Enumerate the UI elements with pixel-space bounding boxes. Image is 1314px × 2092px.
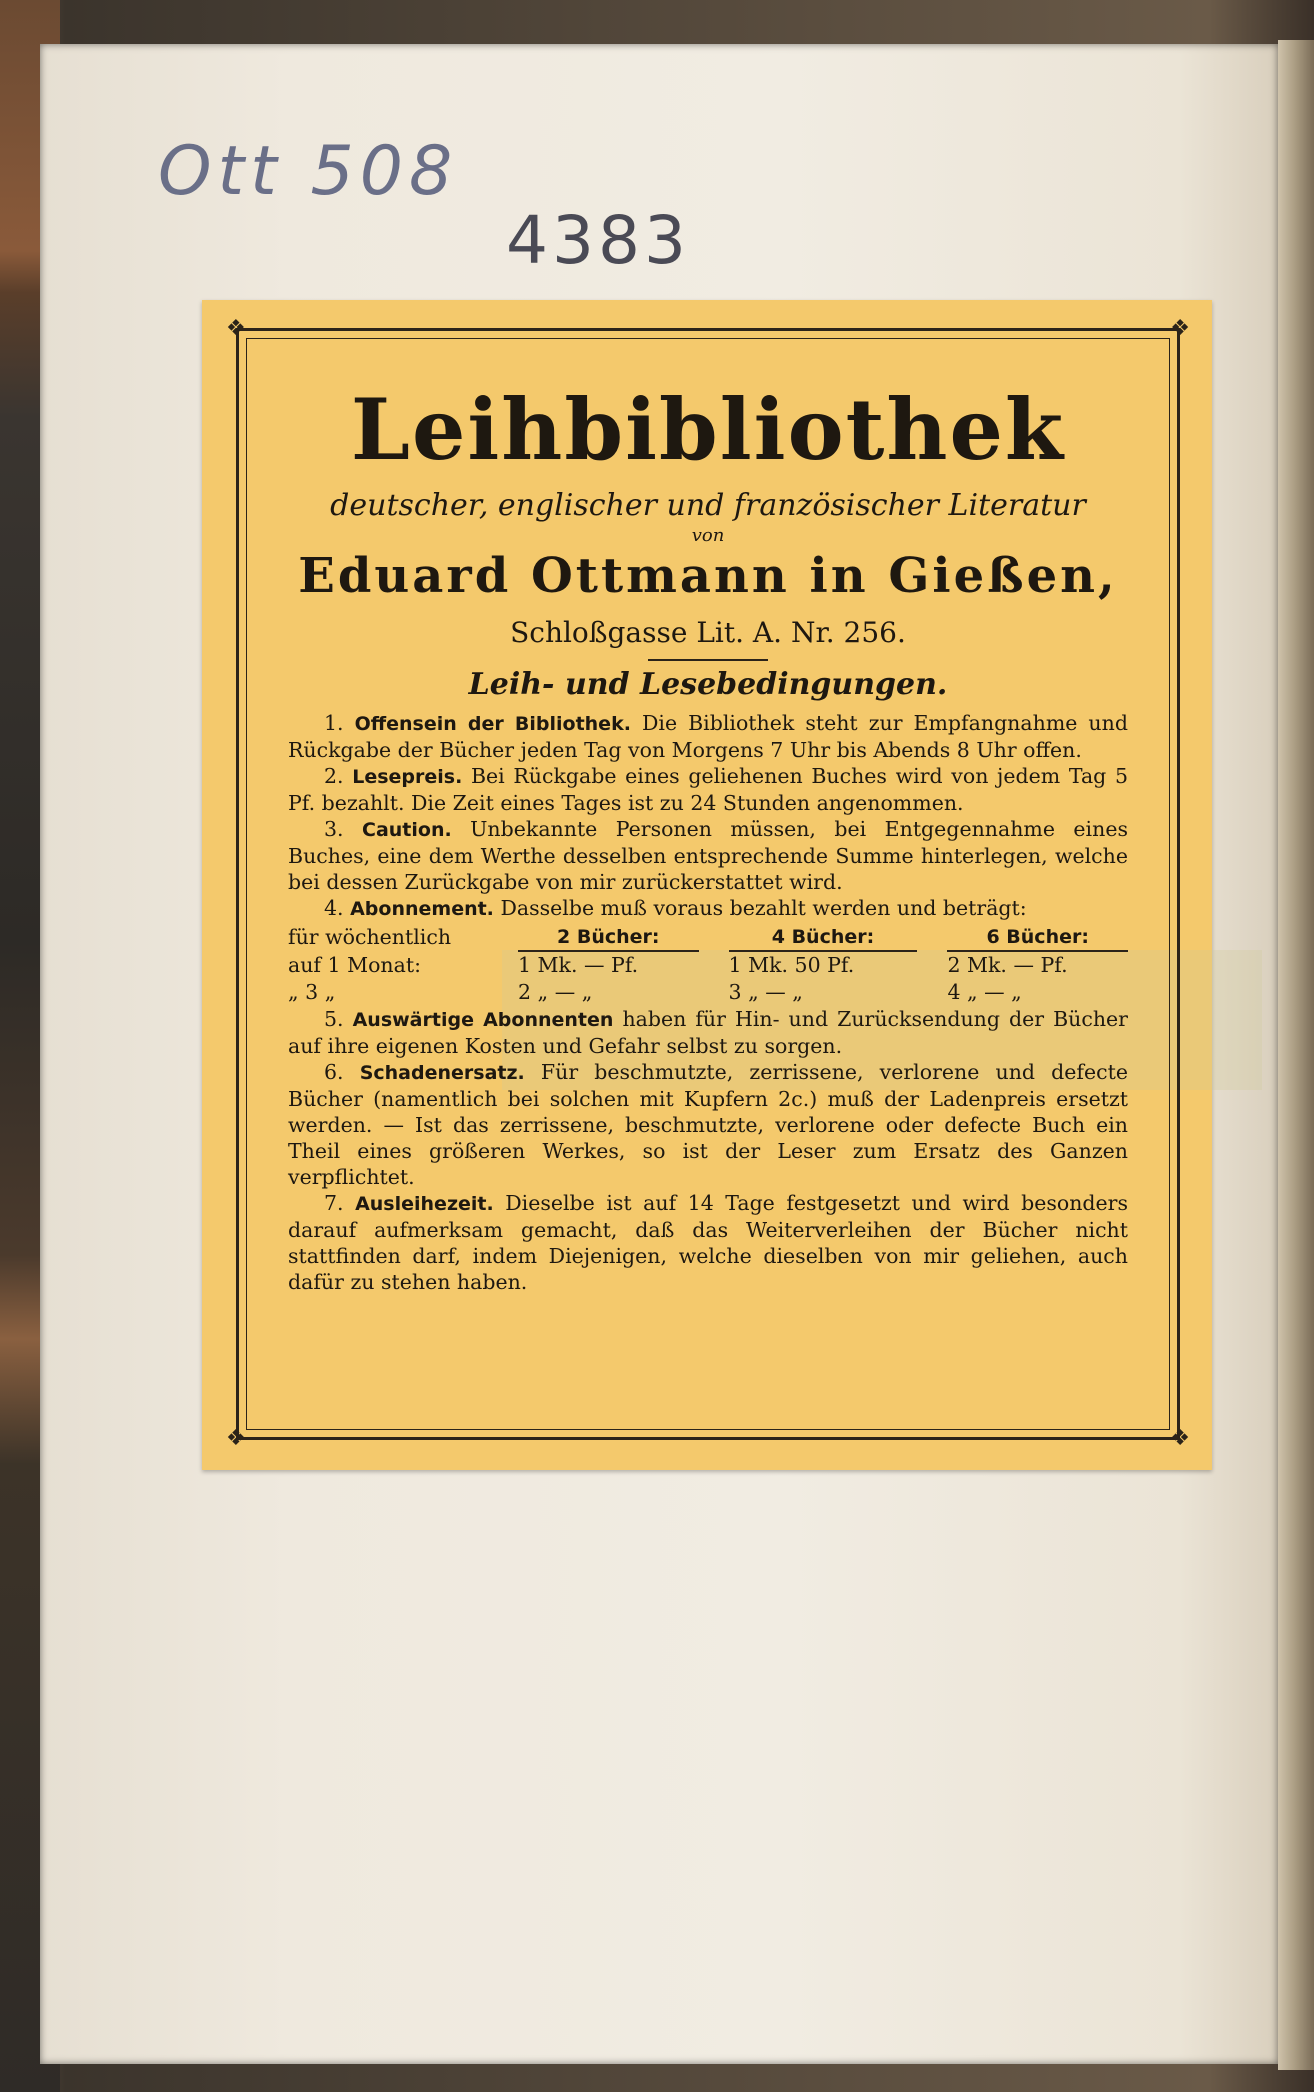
rule-3: 3. Caution. Unbekannte Personen müssen, bei Entgegennahme eines Buches, eine dem Werthe desselben entsprechende Summe hinterlegen, welche bei dessen Zurückgabe von mir zurückerstattet wird.: [288, 817, 1128, 894]
corner-ornament-icon: ❖: [226, 1426, 246, 1451]
rates-cell: 4 „ — „: [947, 980, 1022, 1004]
page-block-edge: [1278, 40, 1314, 2070]
rule-4: 4. Abonnement. Dasselbe muß voraus bezahlt werden und beträgt:: [324, 896, 1027, 920]
label-von: von: [691, 525, 725, 546]
subscription-rates-table: [288, 924, 1128, 1006]
rates-cell: 2 „ — „: [518, 980, 593, 1004]
rates-col-header: 6 Bücher:: [947, 924, 1128, 951]
label-address: Schloßgasse Lit. A. Nr. 256.: [510, 616, 906, 649]
rates-cell: auf 1 Monat:: [288, 952, 421, 977]
rates-cell: 3 „ — „: [728, 980, 803, 1004]
rates-row-header: für wöchentlich: [288, 925, 452, 949]
handwritten-accession-number: 4383: [506, 202, 690, 279]
handwritten-shelfmark: Ott 508: [158, 132, 459, 211]
rule-6: 6. Schadenersatz. Für beschmutzte, zerrissene, verlorene und defecte Bücher (namentlich bei solchen mit Kupfern 2c.) muß der Ladenpreis ersetzt werden. — Ist das zerrissene, beschmutzte, verlorene oder defecte Buch ein Theil eines größeren Werkes, so ist der Leser zum Ersatz des Ganzen verpflichtet.: [288, 1060, 1128, 1189]
rates-cell: 1 Mk. — Pf.: [518, 953, 639, 977]
divider: [648, 659, 768, 661]
conditions-heading: Leih- und Lesebedingungen.: [468, 667, 948, 702]
rates-cell: 1 Mk. 50 Pf.: [728, 953, 855, 977]
rates-col-header: 4 Bücher:: [729, 924, 918, 951]
corner-ornament-icon: ❖: [1170, 316, 1190, 341]
corner-ornament-icon: ❖: [1170, 1426, 1190, 1451]
rule-1: 1. Offensein der Bibliothek. Die Bibliothek steht zur Empfangnahme und Rückgabe der Bücher jeden Tag von Morgens 7 Uhr bis Abends 8 Uhr offen.: [288, 711, 1128, 762]
rates-col-header: 2 Bücher:: [518, 924, 699, 951]
label-subtitle: deutscher, englischer und französischer Literatur: [330, 488, 1086, 523]
rule-5: 5. Auswärtige Abonnenten haben für Hin- und Zurücksendung der Bücher auf ihre eigenen Kosten und Gefahr selbst zu sorgen.: [288, 1007, 1128, 1058]
rule-7: 7. Ausleihezeit. Dieselbe ist auf 14 Tage festgesetzt und wird besonders darauf aufmerksam gemacht, daß das Weiterverleihen der Bücher nicht stattfinden darf, indem Diejenigen, welche dieselben von mir geliehen, auch dafür zu stehen haben.: [288, 1191, 1128, 1294]
rates-cell: „ 3 „: [288, 980, 336, 1004]
rule-2: 2. Lesepreis. Bei Rückgabe eines geliehenen Buches wird von jedem Tag 5 Pf. bezahlt. Die Zeit eines Tages ist zu 24 Stunden angenommen.: [288, 764, 1128, 815]
rates-cell: 2 Mk. — Pf.: [947, 953, 1068, 977]
corner-ornament-icon: ❖: [226, 316, 246, 341]
label-owner: Eduard Ottmann in Gießen,: [298, 548, 1118, 604]
label-content: [288, 370, 1128, 1295]
library-label: [202, 300, 1212, 1470]
endpaper: [40, 44, 1278, 2064]
label-title: Leihbibliothek: [350, 380, 1066, 479]
